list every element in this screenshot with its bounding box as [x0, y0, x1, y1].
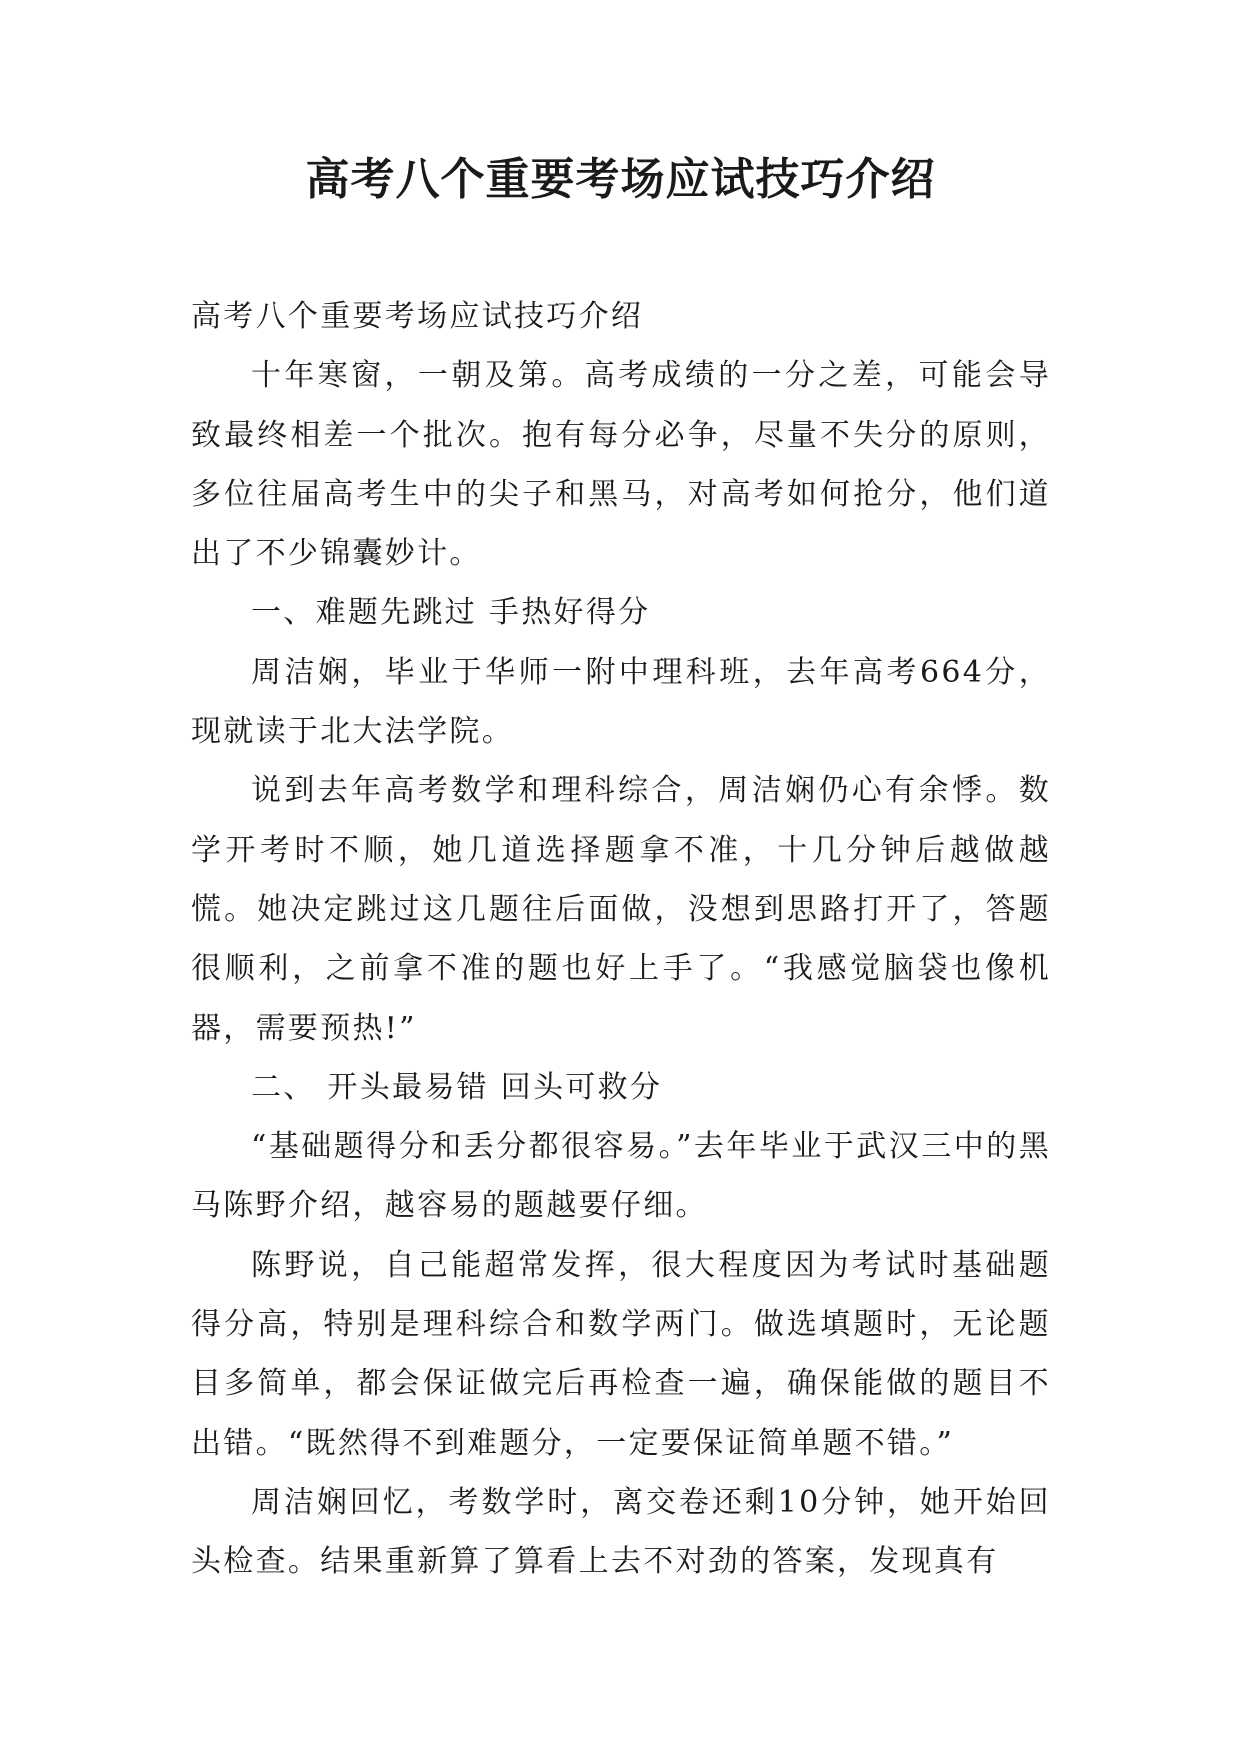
paragraph: 十年寒窗，一朝及第。高考成绩的一分之差，可能会导致最终相差一个批次。抱有每分必争，尽量不失分的原则，多位往届高考生中的尖子和黑马，对高考如何抢分，他们道出了不少锦囊妙计。	[191, 358, 1051, 572]
paragraph: 陈野说，自己能超常发挥，很大程度因为考试时基础题得分高，特别是理科综合和数学两门。做选填题时，无论题目多简单，都会保证做完后再检查一遍，确保能做的题目不出错。“既然得不到难题分，一定要保证简单题不错。”	[191, 1247, 1051, 1461]
paragraph: 周洁娴回忆，考数学时，离交卷还剩10分钟，她开始回头检查。结果重新算了算看上去不对劲的答案，发现真有	[191, 1484, 1051, 1580]
document-title: 高考八个重要考场应试技巧介绍	[305, 154, 936, 205]
paragraph: 说到去年高考数学和理科综合，周洁娴仍心有余悸。数学开考时不顺，她几道选择题拿不准，十几分钟后越做越慌。她决定跳过这几题往后面做，没想到思路打开了，答题很顺利，之前拿不准的题也好上手了。“我感觉脑袋也像机器，需要预热!”	[191, 773, 1051, 1046]
document-body	[191, 287, 1051, 1592]
paragraph: “基础题得分和丢分都很容易。”去年毕业于武汉三中的黑马陈野介绍，越容易的题越要仔细。	[191, 1129, 1051, 1224]
section-heading: 一、难题先跳过 手热好得分	[251, 595, 651, 631]
section-heading: 二、 开头最易错 回头可救分	[251, 1069, 663, 1105]
body-heading: 高考八个重要考场应试技巧介绍	[191, 299, 644, 334]
paragraph: 周洁娴，毕业于华师一附中理科班，去年高考664分，现就读于北大法学院。	[191, 654, 1051, 750]
